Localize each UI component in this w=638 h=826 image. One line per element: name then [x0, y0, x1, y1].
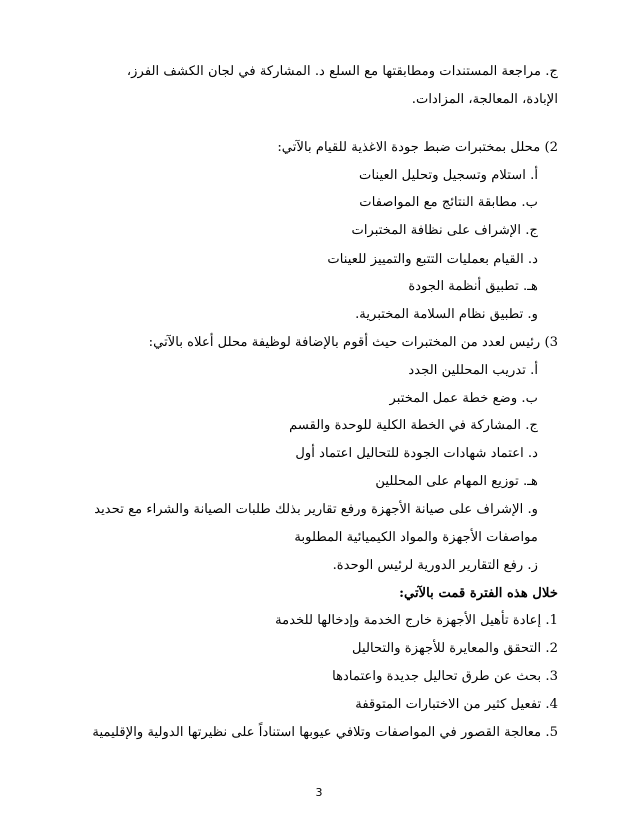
section-3-item-g: ز. رفع التقارير الدورية لرئيس الوحدة. — [332, 558, 538, 573]
section-3-item-a: أ. تدريب المحللين الجدد — [408, 363, 538, 378]
achievement-1: 1. إعادة تأهيل الأجهزة خارج الخدمة وإدخالها للخدمة — [275, 613, 558, 628]
section-3-item-f: و. الإشراف على صيانة الأجهزة ورفع تقارير بذلك طلبات الصيانة والشراء مع تحديد — [94, 502, 538, 517]
section-2-item-c: ج. الإشراف على نظافة المختبرات — [351, 223, 538, 238]
achievement-4: 4. تفعيل كثير من الاختبارات المتوقفة — [355, 697, 558, 712]
section-3-item-e: هـ. توزيع المهام على المحللين — [375, 474, 538, 489]
duty-item-c-d: ج. مراجعة المستندات ومطابقتها مع السلع د. المشاركة في لجان الكشف الفرز، — [126, 64, 558, 79]
section-3-item-f-continuation: مواصفات الأجهزة والمواد الكيميائية المطلوبة — [294, 530, 538, 545]
section-3-item-b: ب. وضع خطة عمل المختبر — [389, 391, 538, 406]
section-3-item-c: ج. المشاركة في الخطة الكلية للوحدة والقسم — [289, 418, 538, 433]
page-number: 3 — [315, 786, 323, 799]
section-2-item-b: ب. مطابقة النتائج مع المواصفات — [359, 195, 538, 210]
achievement-2: 2. التحقق والمعايرة للأجهزة والتحاليل — [352, 641, 558, 656]
achievement-5: 5. معالجة القصور في المواصفات وتلافي عيوبها استناداً على نظيرتها الدولية والإقليمية — [92, 725, 558, 740]
section-2-item-f: و. تطبيق نظام السلامة المختبرية. — [355, 307, 538, 322]
section-2-item-a: أ. استلام وتسجيل وتحليل العينات — [359, 168, 538, 183]
section-2-item-d: د. القيام بعمليات التتبع والتمييز للعينات — [327, 252, 538, 267]
achievement-3: 3. بحث عن طرق تحاليل جديدة واعتمادها — [332, 669, 558, 684]
section-3-heading: 3) رئيس لعدد من المختبرات حيث أقوم بالإضافة لوظيفة محلل أعلاه بالآتي: — [148, 335, 558, 350]
achievements-heading: خلال هذه الفترة قمت بالآتي: — [399, 586, 558, 601]
section-2-item-e: هـ. تطبيق أنظمة الجودة — [408, 279, 538, 294]
section-3-item-d: د. اعتماد شهادات الجودة للتحاليل اعتماد أول — [295, 446, 538, 461]
duty-item-continuation: الإبادة، المعالجة، المزادات. — [411, 92, 558, 107]
section-2-heading: 2) محلل بمختبرات ضبط جودة الاغذية للقيام بالآتي: — [277, 140, 558, 155]
